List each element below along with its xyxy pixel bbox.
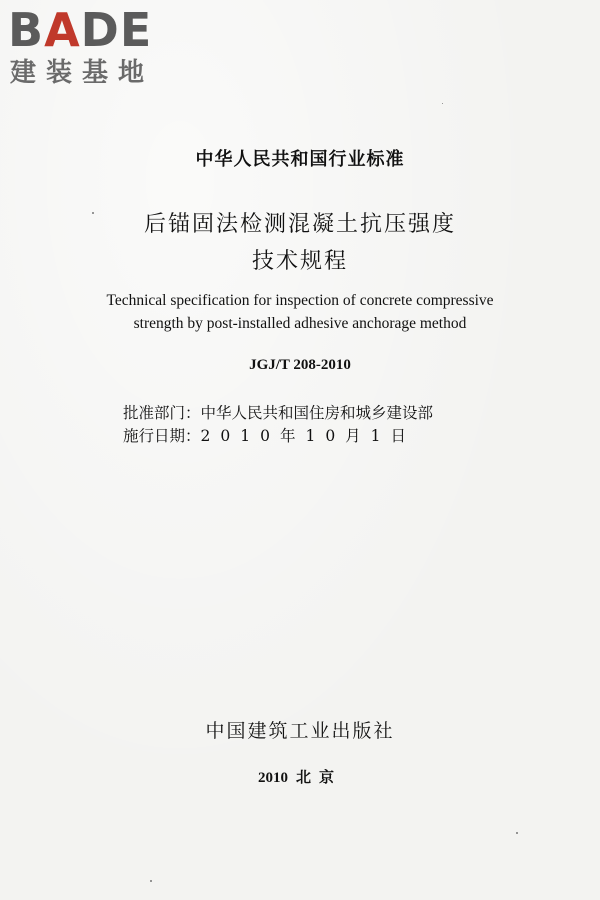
publication-city: 北京	[295, 768, 342, 786]
logo-wordmark: BADE	[8, 3, 153, 57]
effective-label: 施行日期：	[123, 427, 201, 445]
title-en-line2: strength by post-installed adhesive anchorage method	[133, 315, 467, 332]
publication-year: 2010	[257, 770, 288, 786]
effective-value: 2010年10月1日	[200, 427, 417, 445]
approval-department	[123, 401, 433, 423]
title-en-line1: Technical specification for inspection of concrete compressive	[106, 292, 494, 309]
bade-watermark-logo	[8, 4, 178, 94]
scan-speck	[150, 880, 152, 882]
standard-class-heading: 中华人民共和国行业标准	[195, 149, 405, 170]
approval-value: 中华人民共和国住房和城乡建设部	[200, 404, 434, 422]
title-cn-line1: 后锚固法检测混凝土抗压强度	[143, 212, 456, 237]
scan-speck	[516, 832, 518, 834]
publisher-name: 中国建筑工业出版社	[205, 720, 395, 742]
logo-subtitle: 建装基地	[10, 58, 155, 88]
effective-date	[123, 424, 416, 446]
publication-place	[0, 766, 600, 787]
scan-speck	[442, 103, 443, 104]
scan-speck	[92, 212, 94, 214]
approval-label: 批准部门：	[123, 404, 201, 422]
standard-code: JGJ/T 208-2010	[249, 357, 351, 373]
title-cn-line2: 技术规程	[251, 249, 348, 274]
